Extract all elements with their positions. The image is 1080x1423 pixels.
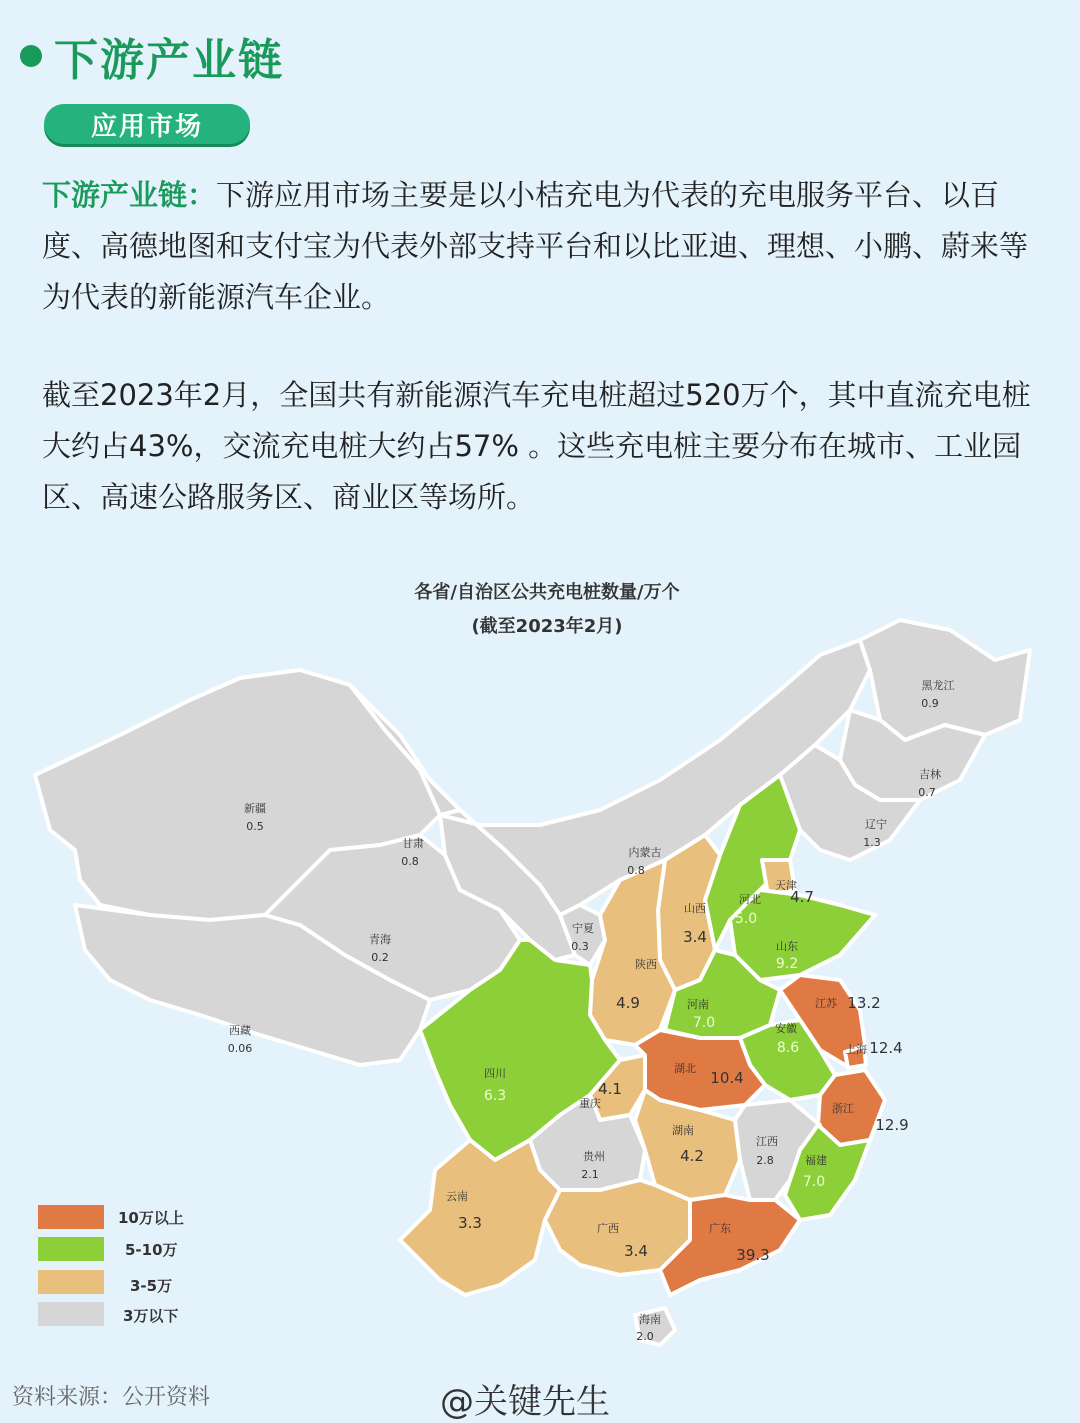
- label-jiangsu: 江苏: [815, 997, 837, 1010]
- label-hunan: 湖南: [672, 1124, 694, 1137]
- value-qinghai: 0.2: [371, 951, 389, 964]
- legend-label-gt10: 10万以上: [118, 1209, 184, 1227]
- chart-title: 各省/自治区公共充电桩数量/万个: [414, 582, 680, 603]
- label-jilin: 吉林: [919, 768, 941, 781]
- label-neimenggu: 内蒙古: [628, 846, 662, 859]
- value-guizhou: 2.1: [581, 1168, 599, 1181]
- value-guangdong: 39.3: [736, 1246, 770, 1264]
- label-yunnan: 云南: [446, 1190, 468, 1203]
- value-henan: 7.0: [692, 1015, 716, 1031]
- label-guangdong: 广东: [709, 1222, 731, 1235]
- value-chongqing: 4.1: [598, 1080, 622, 1098]
- label-hebei: 河北: [739, 893, 761, 906]
- value-jiangsu: 13.2: [847, 994, 881, 1012]
- value-hainan: 2.0: [636, 1330, 654, 1343]
- value-shaanxi: 4.9: [616, 994, 640, 1012]
- value-hubei: 10.4: [710, 1069, 744, 1087]
- value-ningxia: 0.3: [571, 940, 589, 953]
- author-watermark: @关键先生: [440, 1382, 610, 1422]
- section-header: [20, 24, 284, 88]
- label-tianjin: 天津: [775, 879, 797, 892]
- value-guangxi: 3.4: [624, 1242, 648, 1260]
- label-gansu: 甘肃: [402, 837, 424, 850]
- label-guangxi: 广西: [597, 1222, 619, 1235]
- label-heilongjiang: 黑龙江: [921, 679, 955, 692]
- value-shanxi: 3.4: [683, 928, 707, 946]
- value-shandong: 9.2: [775, 956, 799, 972]
- paragraph-1: [42, 170, 1042, 323]
- value-heilongjiang: 0.9: [921, 697, 939, 710]
- label-anhui: 安徽: [775, 1022, 797, 1035]
- value-sichuan: 6.3: [483, 1088, 507, 1104]
- legend-label-5to10: 5-10万: [125, 1241, 178, 1259]
- label-shanghai: 上海: [845, 1043, 867, 1056]
- label-hubei: 湖北: [674, 1062, 696, 1075]
- chart-subtitle: (截至2023年2月): [471, 616, 623, 637]
- value-neimenggu: 0.8: [627, 864, 645, 877]
- label-shandong: 山东: [776, 940, 798, 953]
- label-liaoning: 辽宁: [865, 818, 887, 831]
- label-ningxia: 宁夏: [572, 922, 594, 935]
- legend-swatch-gt10: [38, 1205, 104, 1229]
- tag-pill: 应用市场: [44, 104, 250, 144]
- value-fujian: 7.0: [802, 1174, 826, 1190]
- label-qinghai: 青海: [369, 933, 391, 946]
- label-shanxi: 山西: [684, 902, 706, 915]
- label-henan: 河南: [687, 998, 709, 1011]
- legend-swatch-5to10: [38, 1237, 104, 1261]
- value-jiangxi: 2.8: [756, 1154, 774, 1167]
- label-guizhou: 贵州: [583, 1150, 605, 1163]
- legend-swatch-lt3: [38, 1302, 104, 1326]
- label-jiangxi: 江西: [756, 1135, 778, 1148]
- label-xinjiang: 新疆: [244, 802, 266, 815]
- paragraph-2: 截至2023年2月，全国共有新能源汽车充电桩超过520万个，其中直流充电桩大约占43%，交流充电桩大约占57% 。这些充电桩主要分布在城市、工业园区、高速公路服务区、商业区等场所。: [42, 378, 1031, 514]
- label-chongqing: 重庆: [579, 1097, 601, 1110]
- legend-label-lt3: 3万以下: [123, 1307, 179, 1325]
- value-zhejiang: 12.9: [875, 1116, 909, 1134]
- value-gansu: 0.8: [401, 855, 419, 868]
- section-title: 下游产业链: [54, 35, 284, 86]
- value-anhui: 8.6: [776, 1040, 800, 1056]
- label-xizang: 西藏: [229, 1024, 251, 1037]
- value-tianjin: 4.7: [790, 888, 814, 906]
- value-hunan: 4.2: [680, 1147, 704, 1165]
- legend-label-3to5: 3-5万: [130, 1277, 173, 1295]
- value-shanghai: 12.4: [869, 1039, 903, 1057]
- value-liaoning: 1.3: [863, 836, 881, 849]
- label-fujian: 福建: [805, 1154, 827, 1167]
- bullet-dot-icon: [20, 45, 42, 67]
- china-charging-map: [0, 560, 1080, 1360]
- source-note: 资料来源：公开资料: [12, 1385, 211, 1410]
- label-sichuan: 四川: [484, 1067, 506, 1080]
- label-hainan: 海南: [639, 1313, 661, 1326]
- label-zhejiang: 浙江: [832, 1102, 854, 1115]
- paragraph-lead: 下游产业链：: [42, 178, 217, 212]
- value-yunnan: 3.3: [458, 1214, 482, 1232]
- paragraph-1-body: 下游应用市场主要是以小桔充电为代表的充电服务平台、以百度、高德地图和支付宝为代表外部支持平台和以比亚迪、理想、小鹏、蔚来等为代表的新能源汽车企业。: [42, 178, 1029, 314]
- legend: [38, 1205, 184, 1326]
- legend-swatch-3to5: [38, 1270, 104, 1294]
- value-xinjiang: 0.5: [246, 820, 264, 833]
- value-hebei: 5.0: [734, 911, 758, 927]
- label-shaanxi: 陕西: [635, 958, 657, 971]
- value-jilin: 0.7: [918, 786, 936, 799]
- value-xizang: 0.06: [227, 1042, 253, 1055]
